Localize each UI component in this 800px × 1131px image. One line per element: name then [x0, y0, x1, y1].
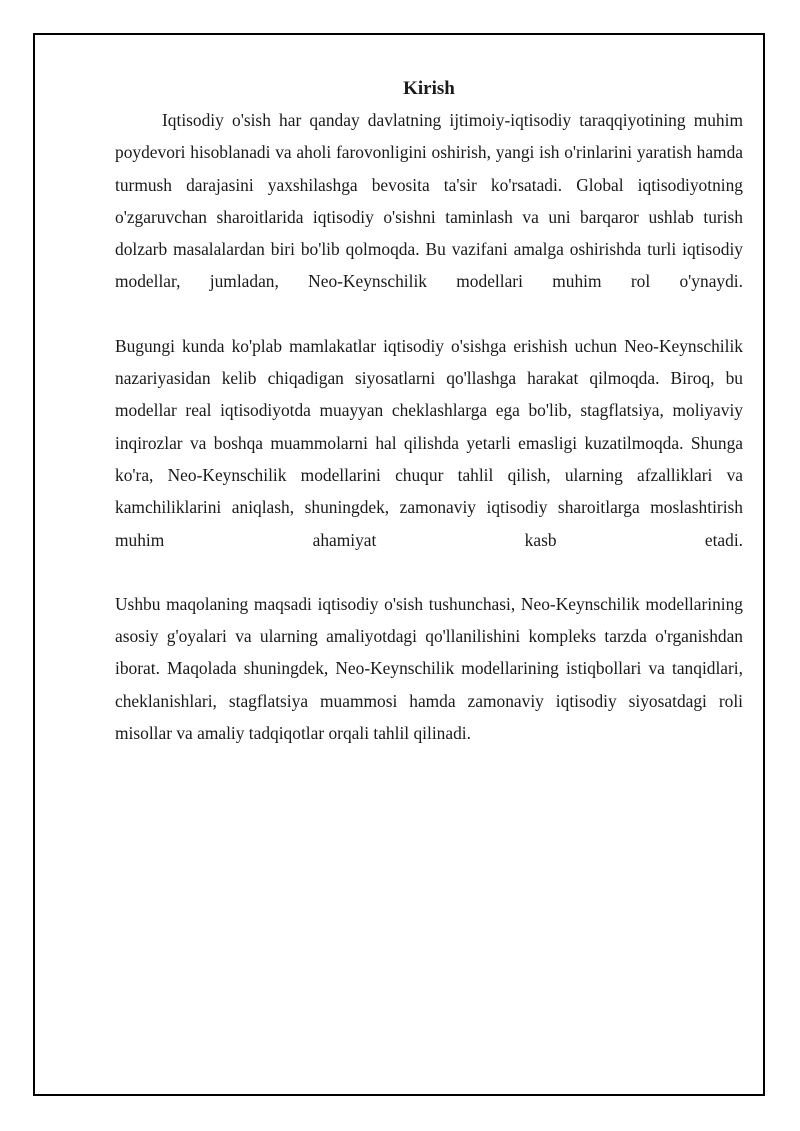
document-body — [115, 74, 743, 749]
paragraph-1: Iqtisodiy o'sish har qanday davlatning ijtimoiy-iqtisodiy taraqqiyotining muhim poydevori hisoblanadi va aholi farovonligini oshirish, yangi ish o'rinlarini yaratish hamda turmush darajasini yaxshilashga bevosita ta'sir ko'rsatadi. Global iqtisodiyotning o'zgaruvchan sharoitlarida iqtisodiy o'sishni taminlash va uni barqaror ushlab turish dolzarb masalalardan biri bo'lib qolmoqda. Bu vazifani amalga oshirishda turli iqtisodiy modellar, jumladan, Neo-Keynschilik modellari muhim rol o'ynaydi. — [115, 110, 743, 292]
section-heading: Kirish — [403, 78, 455, 99]
paragraph-spacer — [115, 556, 743, 588]
paragraph-spacer — [115, 298, 743, 330]
paragraph-3: Ushbu maqolaning maqsadi iqtisodiy o'sish tushunchasi, Neo-Keynschilik modellarining asosiy g'oyalari va ularning amaliyotdagi qo'llanilishini kompleks tarzda o'rganishdan iborat. Maqolada shuningdek, Neo-Keynschilik modellarining istiqbollari va tanqidlari, cheklanishlari, stagflatsiya muammosi hamda zamonaviy iqtisodiy siyosatdagi roli misollar va amaliy tadqiqotlar orqali tahlil qilinadi. — [115, 593, 743, 744]
paragraph-2: Bugungi kunda ko'plab mamlakatlar iqtisodiy o'sishga erishish uchun Neo-Keynschilik nazariyasidan kelib chiqadigan siyosatlarni qo'llashga harakat qilmoqda. Biroq, bu modellar real iqtisodiyotda muayyan cheklashlarga ega bo'lib, stagflatsiya, moliyaviy inqirozlar va boshqa muammolarni hal qilishda yetarli emasligi kuzatilmoqda. Shunga ko'ra, Neo-Keynschilik modellarini chuqur tahlil qilish, ularning afzalliklari va kamchiliklarini aniqlash, shuningdek, zamonaviy iqtisodiy sharoitlarga moslashtirish muhim ahamiyat kasb etadi. — [115, 335, 743, 550]
